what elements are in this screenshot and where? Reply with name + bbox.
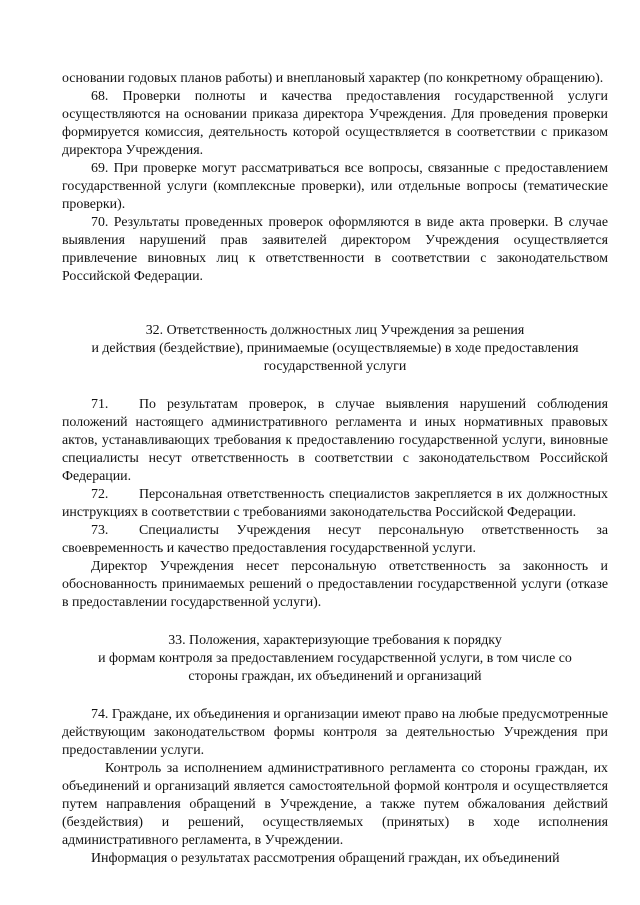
section-32-heading: [62, 322, 608, 376]
paragraph-70: 70. Результаты проведенных проверок оформляются в виде акта проверки. В случае выявления нарушений прав заявителей директором Учреждения осуществляется привлечение виновных лиц к ответственности в соответствии с законодательством Российской Федерации.: [62, 215, 608, 284]
paragraph-69: 69. При проверке могут рассматриваться все вопросы, связанные с предоставлением государственной услуги (комплексные проверки), или отдельные вопросы (тематические проверки).: [62, 161, 608, 212]
paragraph-73: [62, 522, 608, 558]
section-33-heading-line3: стороны граждан, их объединений и организаций: [188, 669, 482, 684]
paragraph-72-number: 72.: [91, 487, 109, 502]
paragraph-71: [62, 396, 608, 486]
paragraph-71-text: По результатам проверок, в случае выявления нарушений соблюдения положений настоящего административного регламента и иных нормативных правовых актов, устанавливающих требования к предоставлению государственной услуги, виновные специалисты несут ответственность в соответствии с законодательством Российской Федерации.: [62, 397, 608, 484]
section-33-heading: [62, 632, 608, 686]
paragraph-68: 68. Проверки полноты и качества предоставления государственной услуги осуществляются на основании приказа директора Учреждения. Для проведения проверки формируется комиссия, деятельность которой осуществляется в соответствии с приказом директора Учреждения.: [62, 89, 608, 158]
paragraph-director-responsibility: Директор Учреждения несет персональную ответственность за законность и обоснованность принимаемых решений о предоставлении государственной услуги (отказе в предоставлении государственной услуги).: [62, 559, 608, 610]
section-32-heading-line1: 32. Ответственность должностных лиц Учреждения за решения: [145, 323, 525, 338]
paragraph-71-number: 71.: [91, 397, 109, 412]
paragraph-73-text: Специалисты Учреждения несут персональную ответственность за своевременность и качество предоставления государственной услуги.: [62, 523, 608, 556]
section-32-heading-line2: и действия (бездействие), принимаемые (осуществляемые) в ходе предоставления: [91, 341, 579, 356]
section-33-heading-line1: 33. Положения, характеризующие требования к порядку: [168, 633, 502, 648]
paragraph-72: [62, 486, 608, 522]
section-32-heading-line3: государственной услуги: [263, 359, 407, 374]
paragraph-continuation: основании годовых планов работы) и внеплановый характер (по конкретному обращению).: [62, 71, 604, 86]
section-33-heading-line2: и формам контроля за предоставлением государственной услуги, в том числе со: [98, 651, 572, 666]
document-page: [62, 70, 608, 868]
paragraph-citizen-control: Контроль за исполнением административного регламента со стороны граждан, их объединений и организаций является самостоятельной формой контроля и осуществляется путем направления обращений в Учреждение, а также путем обжалования действий (бездействия) и решений, осуществляемых (принятых) в ходе исполнения административного регламента, в Учреждении.: [62, 761, 608, 848]
paragraph-72-text: Персональная ответственность специалистов закрепляется в их должностных инструкциях в соответствии с требованиями законодательства Российской Федерации.: [62, 487, 608, 520]
paragraph-results-info: Информация о результатах рассмотрения обращений граждан, их объединений: [91, 851, 560, 866]
paragraph-74: 74. Граждане, их объединения и организации имеют право на любые предусмотренные действующим законодательством формы контроля за деятельностью Учреждения при предоставлении услуги.: [62, 707, 608, 758]
paragraph-73-number: 73.: [91, 523, 109, 538]
